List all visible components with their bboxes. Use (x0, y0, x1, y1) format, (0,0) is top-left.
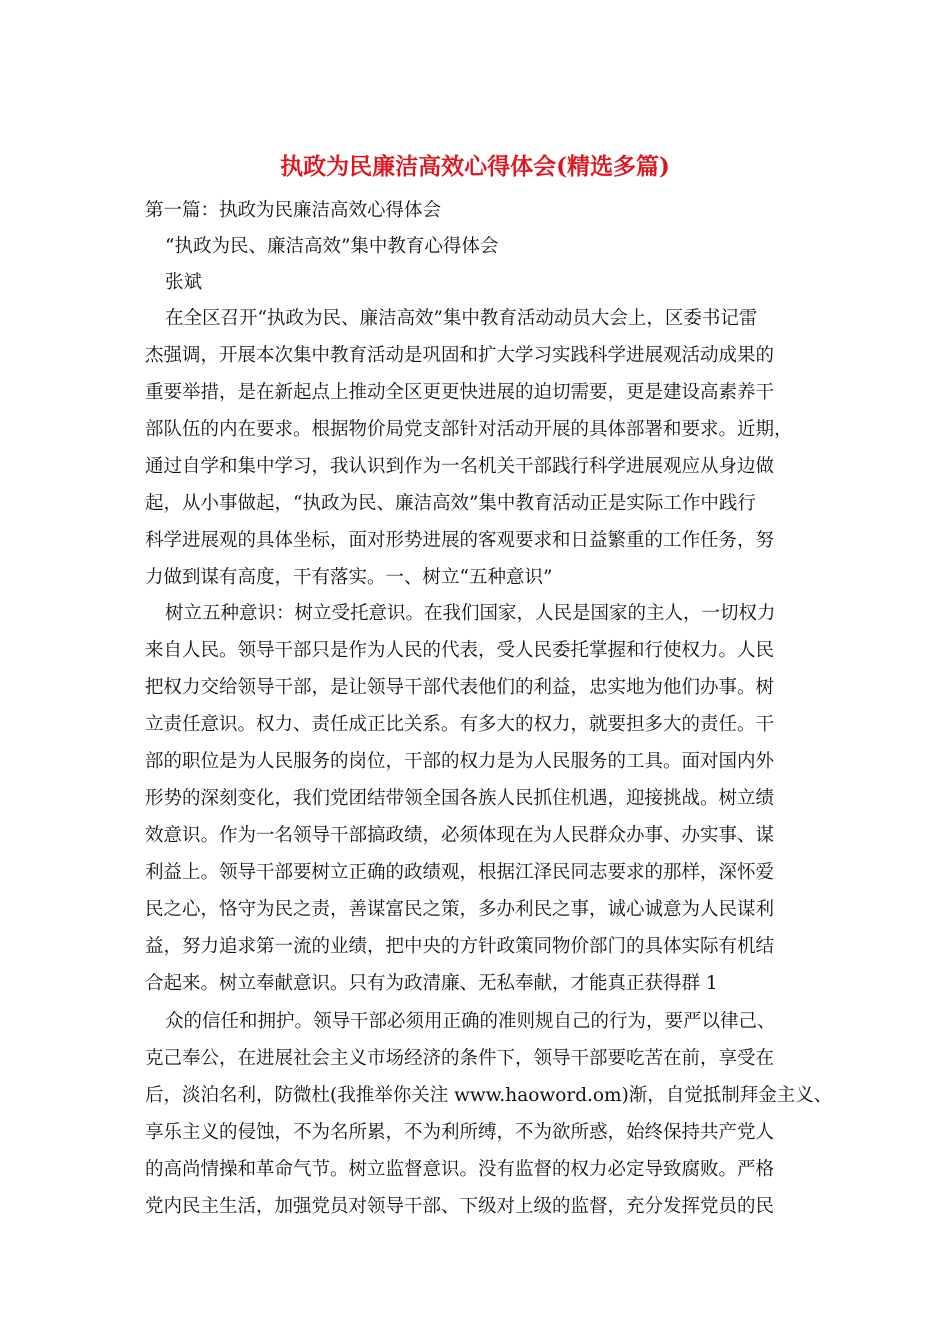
body-line: 党内民主生活，加强党员对领导干部、下级对上级的监督，充分发挥党员的民 (145, 1196, 775, 1217)
body-line: 形势的深刻变化，我们党团结带领全国各族人民抓住机遇，迎接挑战。树立绩 (145, 788, 775, 809)
body-line: 后，淡泊名利，防微杜(我推举你关注 www.haoword.om)渐，自觉抵制拜金主义、 (145, 1085, 833, 1106)
body-line: 杰强调，开展本次集中教育活动是巩固和扩大学习实践科学进展观活动成果的 (145, 345, 775, 366)
author-name: 张斌 (165, 272, 203, 293)
body-line: 众的信任和拥护。领导干部必须用正确的准则规自己的行为，要严以律己、 (165, 1011, 776, 1032)
body-line: 立责任意识。权力、责任成正比关系。有多大的权力，就要担多大的责任。干 (145, 714, 775, 735)
article-subtitle: “执政为民、廉洁高效”集中教育心得体会 (165, 236, 499, 257)
body-line: 效意识。作为一名领导干部搞政绩，必须体现在为人民群众办事、办实事、谋 (145, 825, 775, 846)
body-line: 把权力交给领导干部，是让领导干部代表他们的利益，忠实地为他们办事。树 (145, 677, 775, 698)
body-line: 树立五种意识：树立受托意识。在我们国家，人民是国家的主人，一切权力 (165, 603, 776, 624)
body-line: 通过自学和集中学习，我认识到作为一名机关干部践行科学进展观应从身边做 (145, 456, 775, 477)
body-line: 部的职位是为人民服务的岗位，干部的权力是为人民服务的工具。面对国内外 (145, 751, 775, 772)
body-line: 合起来。树立奉献意识。只有为政清廉、无私奉献，才能真正获得群 1 (145, 973, 718, 994)
body-line: 享乐主义的侵蚀，不为名所累，不为利所缚，不为欲所惑，始终保持共产党人 (145, 1122, 775, 1143)
body-line: 克己奉公，在进展社会主义市场经济的条件下，领导干部要吃苦在前，享受在 (145, 1048, 775, 1069)
body-line: 力做到谋有高度，干有落实。一、树立“五种意识” (145, 567, 553, 588)
body-line: 起，从小事做起，“执政为民、廉洁高效”集中教育活动正是实际工作中践行 (145, 493, 756, 514)
chapter-heading: 第一篇：执政为民廉洁高效心得体会 (145, 200, 442, 221)
body-line: 重要举措，是在新起点上推动全区更更快进展的迫切需要，更是建设高素养干 (145, 382, 775, 403)
body-line: 部队伍的内在要求。根据物价局党支部针对活动开展的具体部署和要求。近期， (145, 419, 793, 440)
body-line: 在全区召开“执政为民、廉洁高效”集中教育活动动员大会上，区委书记雷 (165, 308, 758, 329)
body-line: 益，努力追求第一流的业绩，把中央的方针政策同物价部门的具体实际有机结 (145, 936, 775, 957)
body-line: 利益上。领导干部要树立正确的政绩观，根据江泽民同志要求的那样，深怀爱 (145, 862, 775, 883)
document-title: 执政为民廉洁高效心得体会(精选多篇) (280, 153, 670, 180)
body-line: 民之心，恪守为民之责，善谋富民之策，多办利民之事，诚心诚意为人民谋利 (145, 899, 775, 920)
body-line: 的高尚情操和革命气节。树立监督意识。没有监督的权力必定导致腐败。严格 (145, 1159, 775, 1180)
body-line: 科学进展观的具体坐标，面对形势进展的客观要求和日益繁重的工作任务，努 (145, 530, 775, 551)
body-line: 来自人民。领导干部只是作为人民的代表，受人民委托掌握和行使权力。人民 (145, 640, 775, 661)
